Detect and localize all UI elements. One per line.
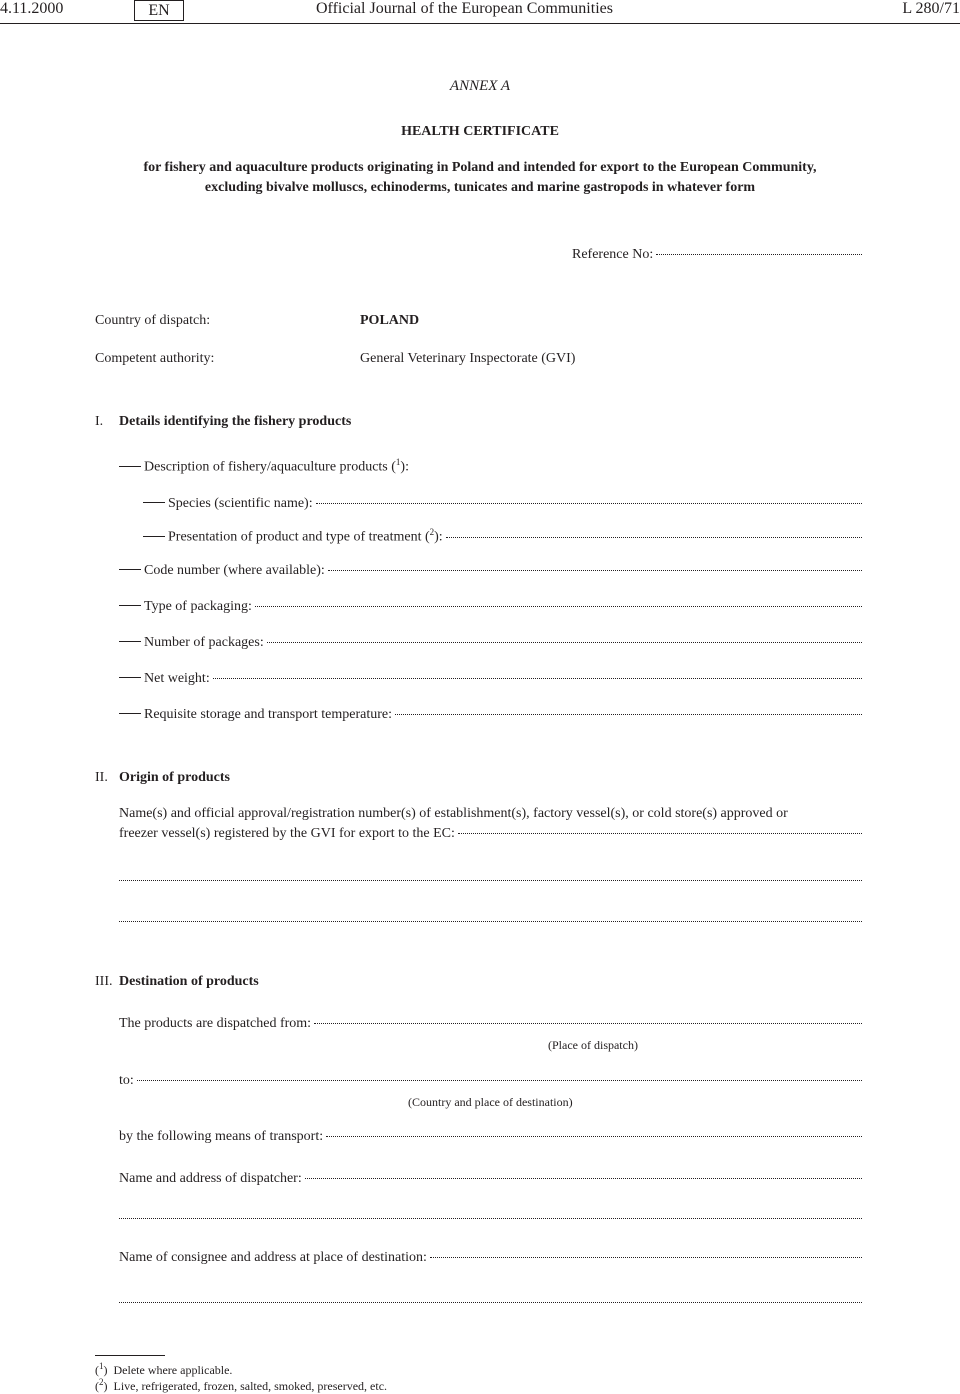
presentation-field[interactable] xyxy=(143,527,862,545)
species-label: Species (scientific name): xyxy=(168,496,313,511)
packages-blank[interactable] xyxy=(267,642,862,643)
certificate-title: HEALTH CERTIFICATE xyxy=(401,124,559,139)
reference-label: Reference No: xyxy=(572,247,654,262)
destination-field[interactable] xyxy=(119,1073,862,1091)
dispatcher-blank[interactable] xyxy=(305,1178,862,1179)
code-blank[interactable] xyxy=(328,570,862,571)
reference-blank[interactable] xyxy=(656,254,862,255)
code-label: Code number (where available): xyxy=(144,563,325,578)
consignee-label: Name of consignee and address at place of destination: xyxy=(119,1250,427,1265)
dispatcher-label: Name and address of dispatcher: xyxy=(119,1171,302,1186)
section-3-number: III. xyxy=(95,974,113,989)
language-badge: EN xyxy=(134,0,184,21)
place-of-dispatch-caption: (Place of dispatch) xyxy=(548,1038,638,1052)
page-reference: L 280/71 xyxy=(902,0,960,17)
footnote-1: ($^1$) Delete where applicable. xyxy=(95,1361,233,1377)
dispatched-from-field[interactable] xyxy=(119,1016,862,1034)
country-label: Country of dispatch: xyxy=(95,313,211,328)
packages-field[interactable] xyxy=(119,635,862,653)
consignee-blank-line-2[interactable] xyxy=(119,1302,862,1303)
temperature-blank[interactable] xyxy=(395,714,862,715)
description-item xyxy=(119,457,409,475)
origin-text-line-2: freezer vessel(s) registered by the GVI for export to the EC: xyxy=(119,826,455,841)
subtitle-line-1: for fishery and aquaculture products originating in Poland and intended for export to the European Community, xyxy=(143,160,817,175)
consignee-field[interactable] xyxy=(119,1250,862,1268)
species-blank[interactable] xyxy=(316,503,862,504)
footnote-2: ($^2$) Live, refrigerated, frozen, salted, smoked, preserved, etc. xyxy=(95,1377,388,1393)
dispatcher-blank-line-2[interactable] xyxy=(119,1218,862,1219)
temperature-label: Requisite storage and transport temperature: xyxy=(144,707,393,722)
origin-text-line-1: Name(s) and official approval/registration number(s) of establishment(s), factory vessel(s), or cold store(s) approved or xyxy=(119,806,788,821)
annex-label: ANNEX A xyxy=(449,78,511,94)
net-weight-blank[interactable] xyxy=(213,678,862,679)
dash xyxy=(119,677,141,678)
presentation-label: Presentation of product and type of treatment ($^2$): xyxy=(168,527,443,545)
reference-field[interactable] xyxy=(572,247,862,265)
temperature-field[interactable] xyxy=(119,707,862,725)
origin-blank[interactable] xyxy=(458,833,862,834)
origin-blank-line-3[interactable] xyxy=(119,921,862,922)
packaging-label: Type of packaging: xyxy=(144,599,252,614)
section-1-number: I. xyxy=(95,414,104,429)
section-2-number: II. xyxy=(95,770,108,785)
authority-label: Competent authority: xyxy=(95,351,215,366)
to-label: to: xyxy=(119,1073,134,1088)
dash xyxy=(119,605,141,606)
transport-label: by the following means of transport: xyxy=(119,1129,324,1144)
header-date: 4.11.2000 xyxy=(0,0,64,17)
country-destination-caption: (Country and place of destination) xyxy=(408,1095,573,1109)
dispatcher-field[interactable] xyxy=(119,1171,862,1189)
dash xyxy=(119,466,141,467)
net-weight-label: Net weight: xyxy=(144,671,210,686)
consignee-blank[interactable] xyxy=(430,1257,862,1258)
species-field[interactable] xyxy=(143,496,862,514)
header-rule xyxy=(0,23,960,24)
footnote-rule xyxy=(95,1355,165,1356)
dash xyxy=(119,641,141,642)
authority-value: General Veterinary Inspectorate (GVI) xyxy=(360,351,576,366)
dispatched-from-blank[interactable] xyxy=(314,1023,862,1024)
transport-field[interactable] xyxy=(119,1129,862,1147)
transport-blank[interactable] xyxy=(326,1136,862,1137)
dash xyxy=(119,569,141,570)
journal-title: Official Journal of the European Communities xyxy=(316,0,613,17)
subtitle-line-2: excluding bivalve molluscs, echinoderms, tunicates and marine gastropods in whatever form xyxy=(204,180,756,195)
code-field[interactable] xyxy=(119,563,862,581)
packaging-blank[interactable] xyxy=(255,606,862,607)
description-label: Description of fishery/aquaculture products ($^1$): xyxy=(144,457,409,475)
packages-label: Number of packages: xyxy=(144,635,264,650)
origin-field[interactable] xyxy=(119,826,862,844)
section-1-title: Details identifying the fishery products xyxy=(119,414,352,429)
packaging-field[interactable] xyxy=(119,599,862,617)
section-2-title: Origin of products xyxy=(119,770,230,785)
dash xyxy=(143,536,165,537)
section-3-title: Destination of products xyxy=(119,974,259,989)
presentation-blank[interactable] xyxy=(446,537,862,538)
dispatched-from-label: The products are dispatched from: xyxy=(119,1016,312,1031)
origin-blank-line-2[interactable] xyxy=(119,880,862,881)
net-weight-field[interactable] xyxy=(119,671,862,689)
country-value: POLAND xyxy=(360,313,420,328)
destination-blank[interactable] xyxy=(137,1080,862,1081)
dash xyxy=(143,502,165,503)
dash xyxy=(119,713,141,714)
